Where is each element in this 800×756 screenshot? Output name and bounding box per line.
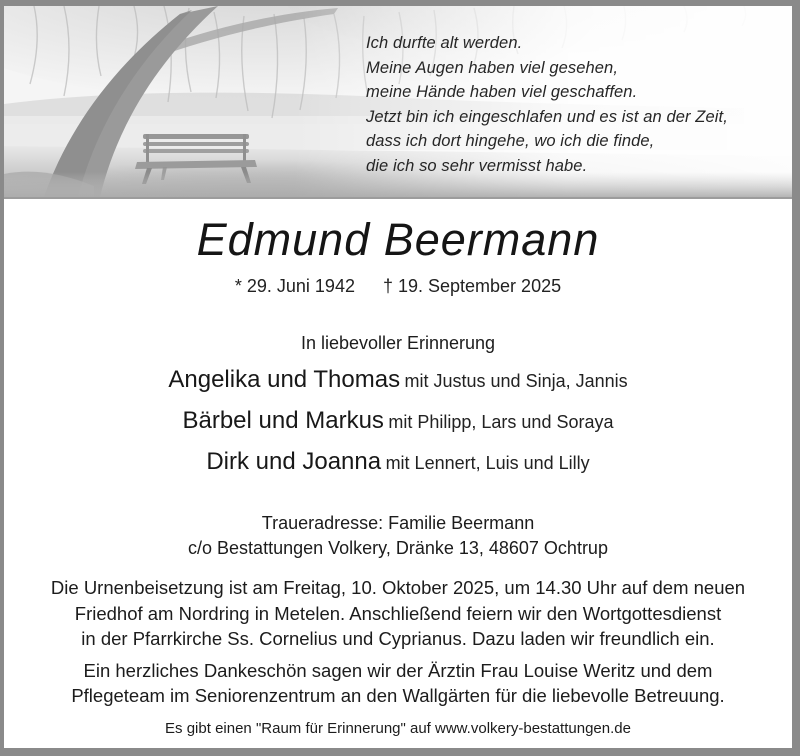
family-names: Dirk und Joanna [206,448,382,475]
poem-line: meine Hände haben viel geschaffen. [366,83,638,102]
family-names: Angelika und Thomas [168,366,401,393]
memorial-poem [366,31,766,179]
funeral-info [4,575,792,652]
family-line [4,448,792,479]
poem-line: dass ich dort hingehe, wo ich die finde, [366,132,655,151]
funeral-info-line: Friedhof am Nordring in Metelen. Anschließend feiern wir den Wortgottesdienst [74,602,722,624]
mourning-address-line: Traueradresse: Familie Beermann [261,513,535,533]
poem-line: Jetzt bin ich eingeschlafen und es ist an der Zeit, [366,107,728,126]
family-line [4,407,792,438]
funeral-info-line: Die Urnenbeisetzung ist am Freitag, 10. Oktober 2025, um 14.30 Uhr auf dem neuen [50,577,746,598]
family-children: mit Lennert, Luis und Lilly [385,453,590,473]
family-children: mit Philipp, Lars und Soraya [388,412,614,432]
family-names: Bärbel und Markus [182,407,384,434]
life-dates [4,274,792,299]
poem-line: Ich durfte alt werden. [366,34,523,52]
remembrance-intro: In liebevoller Erinnerung [300,333,496,353]
thanks-line: Ein herzliches Dankeschön sagen wir der Ärztin Frau Louise Weritz und dem [83,659,713,681]
birth-date: * 29. Juni 1942 [234,276,355,296]
memorial-website: Es gibt einen "Raum für Erinnerung" auf www.volkery-bestattungen.de [165,719,631,737]
mourning-address-line: c/o Bestattungen Volkery, Dränke 13, 48607 Ochtrup [188,538,608,558]
family-line [4,366,792,397]
thanks-line: Pflegeteam im Seniorenzentrum an den Wallgärten für die liebevolle Betreuung. [71,685,725,706]
obituary-content [4,214,792,739]
death-date: † 19. September 2025 [382,276,562,296]
deceased-name: Edmund Beermann [196,214,600,265]
poem-line: die ich so sehr vermisst habe. [366,156,588,175]
thanks-text [4,658,792,709]
memorial-photo [4,6,792,199]
family-children: mit Justus und Sinja, Jannis [404,371,628,391]
mourning-address [4,511,792,561]
poem-line: Meine Augen haben viel gesehen, [366,58,619,77]
funeral-info-line: in der Pfarrkirche Ss. Cornelius und Cyprianus. Dazu laden wir freundlich ein. [81,628,715,649]
